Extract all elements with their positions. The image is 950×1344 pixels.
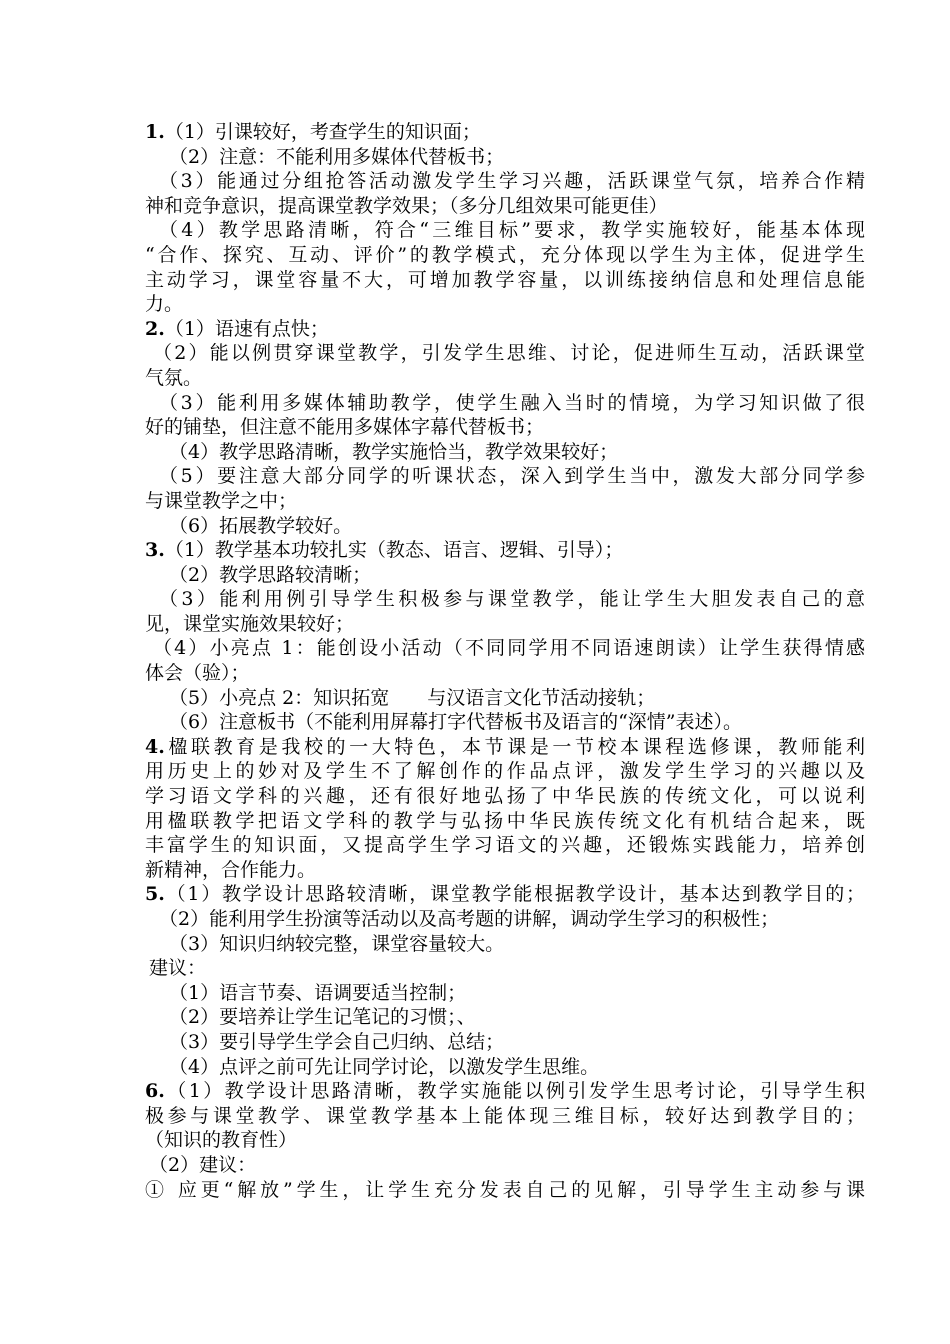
text-line	[145, 464, 865, 489]
line-text: 极参与课堂教学、课堂教学基本上能体现三维目标，较好达到教学目的；	[145, 1104, 865, 1127]
line-text: （1）语言节奏、语调要适当控制；	[169, 981, 467, 1004]
line-text: （5）要注意大部分同学的听课状态，深入到学生当中，激发大部分同学参	[159, 465, 865, 488]
text-line	[145, 759, 865, 784]
text-line	[145, 907, 865, 932]
line-text: （1）引课较好，考查学生的知识面；	[164, 121, 481, 143]
text-line	[145, 514, 865, 539]
line-text: 体会（验）；	[145, 662, 250, 685]
line-text: （1）教学基本功较扎实（教态、语言、逻辑、引导）；	[164, 539, 624, 562]
line-text: （知识的教育性）	[145, 1129, 298, 1152]
text-line	[145, 366, 865, 391]
text-line	[145, 268, 865, 293]
text-line	[145, 882, 865, 907]
line-text: 气氛。	[145, 366, 203, 389]
text-line	[145, 587, 865, 612]
line-text: （2）注意：不能利用多媒体代替板书；	[169, 145, 505, 168]
line-text: （3）能利用例引导学生积极参与课堂教学，能让学生大胆发表自己的意	[159, 588, 865, 611]
line-text: （2）建议：	[149, 1153, 257, 1176]
text-line	[145, 341, 865, 366]
line-text: （6）拓展教学较好。	[169, 514, 353, 537]
line-text: （2）要培养让学生记笔记的习惯；、	[169, 1006, 476, 1029]
line-text: （1）教学设计思路较清晰，课堂教学能根据教学设计，基本达到教学目的；	[164, 883, 865, 906]
text-line	[145, 538, 865, 563]
text-line	[145, 809, 865, 834]
item-number: 6.	[145, 1080, 165, 1103]
text-line	[145, 636, 865, 661]
line-text: 建议：	[149, 957, 207, 980]
line-text: （6）注意板书（不能利用屏幕打字代替板书及语言的“深情”表述）。	[169, 711, 743, 734]
line-text: 楹联教育是我校的一大特色，本节课是一节校本课程选修课，教师能利	[164, 735, 865, 758]
item-number: 4.	[145, 735, 165, 758]
text-line	[145, 981, 865, 1006]
text-line	[145, 415, 865, 440]
line-text: （3）要引导学生学会自己归纳、总结；	[169, 1030, 505, 1053]
item-number: 2.	[145, 317, 165, 340]
text-line	[145, 686, 865, 711]
text-line	[145, 858, 865, 883]
text-line	[145, 292, 865, 317]
text-line	[145, 243, 865, 268]
line-text: （2）教学思路较清晰；	[169, 563, 372, 586]
text-line	[145, 194, 865, 219]
text-line	[145, 1153, 865, 1178]
text-line	[145, 661, 865, 686]
line-text: 神和竞争意识，提高课堂教学效果；（多分几组效果可能更佳）	[145, 194, 668, 217]
item-number: 5.	[145, 883, 165, 906]
text-line	[145, 317, 865, 342]
line-text: 见，课堂实施效果较好；	[145, 612, 355, 635]
line-text: （4）教学思路清晰，符合“三维目标”要求，教学实施较好，能基本体现	[159, 219, 865, 242]
line-text: ① 应更“解放”学生，让学生充分发表自己的见解，引导学生主动参与课	[145, 1178, 865, 1201]
line-text: 丰富学生的知识面，又提高学生学习语文的兴趣，还锻炼实践能力，培养创	[145, 834, 865, 857]
document-body	[145, 120, 865, 1202]
line-text: （1）语速有点快；	[164, 317, 329, 340]
line-text: 主动学习，课堂容量不大，可增加教学容量，以训练接纳信息和处理信息能	[145, 268, 865, 291]
line-text: （3）能通过分组抢答活动激发学生学习兴趣，活跃课堂气氛，培养合作精	[159, 170, 865, 193]
line-text: （3）知识归纳较完整，课堂容量较大。	[169, 932, 505, 955]
text-line	[145, 833, 865, 858]
line-text: 与课堂教学之中；	[145, 489, 298, 512]
line-text: 新精神，合作能力。	[145, 858, 317, 881]
item-number: 3.	[145, 539, 165, 562]
line-text: （2）能以例贯穿课堂教学，引发学生思维、讨论，促进师生互动，活跃课堂	[153, 342, 865, 365]
line-text: “合作、探究、互动、评价”的教学模式，充分体现以学生为主体，促进学生	[145, 243, 865, 266]
text-line	[145, 145, 865, 170]
line-text: 用历史上的妙对及学生不了解创作的作品点评，激发学生学习的兴趣以及	[145, 760, 865, 783]
line-text: （5）小亮点 2：知识拓宽 与汉语言文化节活动接轨；	[169, 686, 656, 709]
line-text: 力。	[145, 293, 184, 316]
line-text: 用楹联教学把语文学科的教学与弘扬中华民族传统文化有机结合起来，既	[145, 809, 865, 832]
line-text: （4）点评之前可先让同学讨论，以激发学生思维。	[169, 1055, 600, 1078]
text-line	[145, 1178, 865, 1203]
line-text: （1）教学设计思路清晰，教学实施能以例引发学生思考讨论，引导学生积	[164, 1080, 865, 1103]
line-text: （4）教学思路清晰，教学实施恰当，教学效果较好；	[169, 440, 619, 463]
text-line	[145, 440, 865, 465]
text-line	[145, 710, 865, 735]
text-line	[145, 784, 865, 809]
text-line	[145, 1005, 865, 1030]
text-line	[145, 932, 865, 957]
line-text: （4）小亮点 1：能创设小活动（不同同学用不同语速朗读）让学生获得情感	[153, 637, 865, 660]
text-line	[145, 1104, 865, 1129]
text-line	[145, 120, 865, 145]
text-line	[145, 1079, 865, 1104]
text-line	[145, 1030, 865, 1055]
line-text: 学习语文学科的兴趣，还有很好地弘扬了中华民族的传统文化，可以说利	[145, 785, 865, 808]
line-text: 好的铺垫，但注意不能用多媒体字幕代替板书；	[145, 416, 545, 439]
text-line	[145, 1128, 865, 1153]
line-text: （2）能利用学生扮演等活动以及高考题的讲解，调动学生学习的积极性；	[159, 908, 780, 930]
text-line	[145, 612, 865, 637]
text-line	[145, 956, 865, 981]
line-text: （3）能利用多媒体辅助教学，使学生融入当时的情境，为学习知识做了很	[159, 391, 865, 414]
text-line	[145, 563, 865, 588]
text-line	[145, 218, 865, 243]
text-line	[145, 169, 865, 194]
item-number: 1.	[145, 121, 165, 143]
text-line	[145, 391, 865, 416]
text-line	[145, 1055, 865, 1080]
text-line	[145, 735, 865, 760]
text-line	[145, 489, 865, 514]
